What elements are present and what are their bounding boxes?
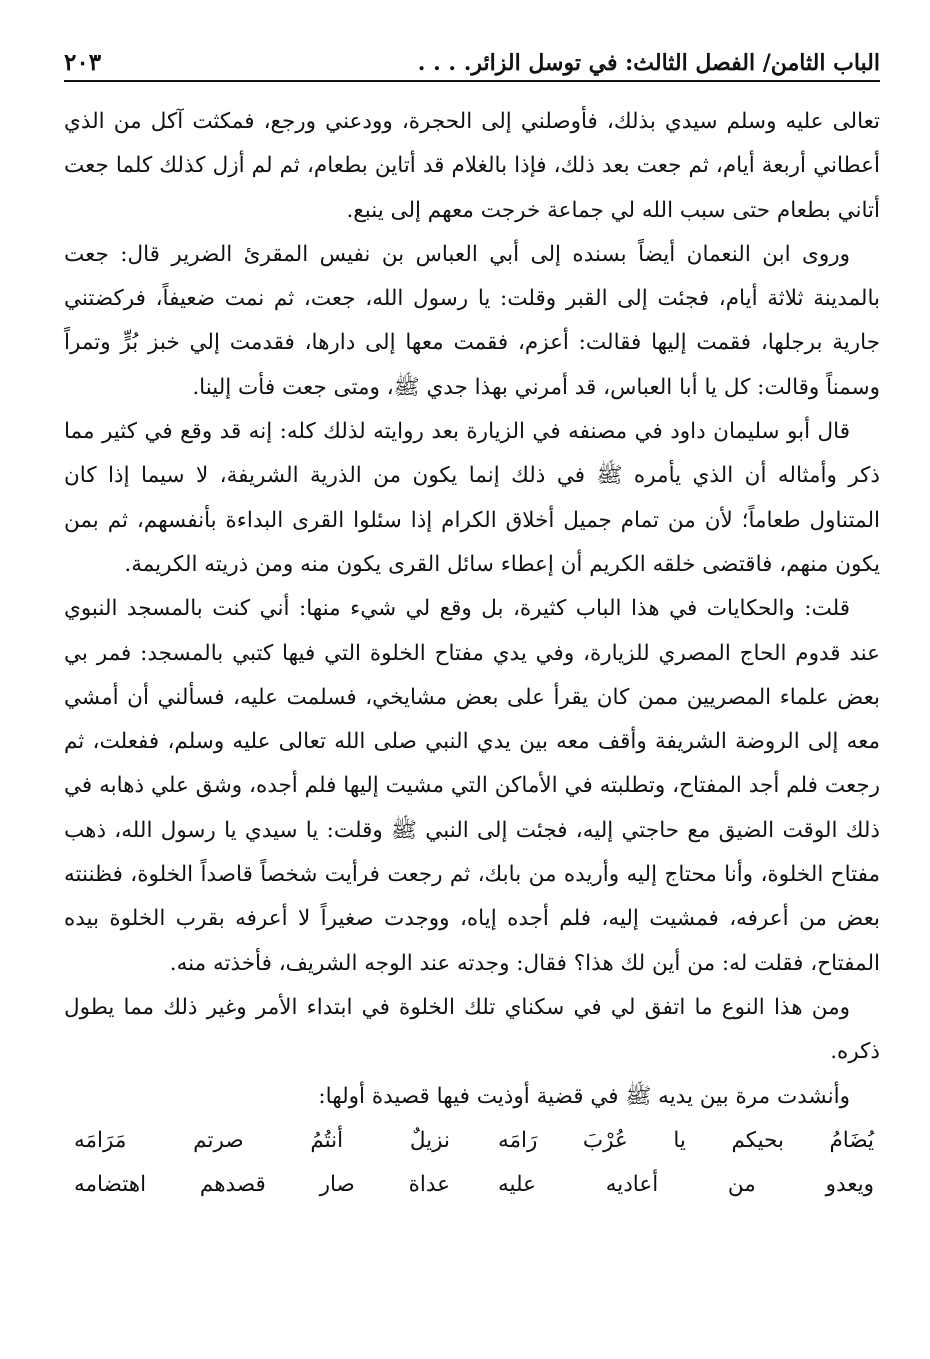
paragraph: وأنشدت مرة بين يديه ﷺ في قضية أوذيت فيها قصيدة أولها: — [318, 1083, 850, 1109]
verse-first-hemistich: يُضَامُ بحيكم يا عُرْبَ رَامَه — [498, 1127, 874, 1153]
paragraph: ومن هذا النوع ما اتفق لي في سكناي تلك الخلوة في ابتداء الأمر وغير ذلك مما يطول ذكره. — [64, 994, 880, 1065]
paragraph: قلت: والحكايات في هذا الباب كثيرة، بل وقع لي شيء منها: أني كنت بالمسجد النبوي عند قدوم الحاج المصري للزيارة، وفي يدي مفتاح الخلوة التي فيها كتبي بالمسجد: فمر بي بعض علماء المصريين ممن كان يقرأ على بعض مشايخي، فسلمت عليه، فسألني أن أمشي معه إلى الروضة الشريفة وأقف معه بين يدي النبي صلى الله تعالى عليه وسلم، ففعلت، ثم رجعت فلم أجد المفتاح، وتطلبته في الأماكن التي مشيت إليها فلم أجده، وشق علي ذهابه في ذلك الوقت الضيق مع حاجتي إليه، فجئت إلى النبي ﷺ وقلت: يا سيدي يا رسول الله، ذهب مفتاح الخلوة، وأنا محتاج إليه وأريده من بابك، ثم رجعت فرأيت شخصاً قاصداً الخلوة، فظننته بعض من أعرفه، فمشيت إليه، فلم أجده إياه، ووجدت صغيراً لا أعرفه بقرب الخلوة بيده المفتاح، فقلت له: من أين لك هذا؟ فقال: وجدته عند الوجه الشريف، فأخذته منه. — [64, 596, 880, 976]
chapter-title: الباب الثامن/ الفصل الثالث: في توسل الزائر. . . . — [417, 50, 880, 76]
paragraph: وروى ابن النعمان أيضاً بسنده إلى أبي العباس بن نفيس المقرئ الضرير قال: جعت بالمدينة ثلاثة أيام، فجئت إلى القبر وقلت: يا رسول الله، جعت، ثم نمت ضعيفاً، فركضتني جارية برجلها، فقمت إليها فقالت: أعزم، فقمت معها إلى دارها، فقدمت إلي خبز بُرٍّ وتمراً وسمناً وقالت: كل يا أبا العباس، قد أمرني بهذا جدي ﷺ، ومتى جعت فأت إلينا. — [64, 241, 880, 400]
poem-verse — [64, 1163, 880, 1207]
poem-verse — [64, 1119, 880, 1163]
paragraph: تعالى عليه وسلم سيدي بذلك، فأوصلني إلى الحجرة، وودعني ورجع، فمكثت آكل من الذي أعطاني أربعة أيام، ثم جعت بعد ذلك، فإذا بالغلام قد أتاين بطعام، ثم لم أزل كذلك كلما جعت أتاني بطعام حتى سبب الله لي جماعة خرجت معهم إلى ينبع. — [64, 109, 880, 223]
page-body — [64, 100, 880, 1207]
verse-second-hemistich: نزيلٌ أنتُمُ صرتم مَرَامَه — [74, 1127, 450, 1153]
verse-second-hemistich: عداة صار قصدهم اهتضامه — [74, 1171, 450, 1197]
verse-first-hemistich: ويعدو من أعاديه عليه — [498, 1171, 874, 1197]
running-header — [64, 30, 880, 82]
book-page — [64, 30, 880, 1330]
paragraph: قال أبو سليمان داود في مصنفه في الزيارة بعد روايته لذلك كله: إنه قد وقع في كثير مما ذكر وأمثاله أن الذي يأمره ﷺ في ذلك إنما يكون من الذرية الشريفة، لا سيما إذا كان المتناول طعاماً؛ لأن من تمام جميل أخلاق الكرام إذا سئلوا القرى البداءة بأنفسهم، ثم بمن يكون منهم، فاقتضى خلقه الكريم أن إعطاء سائل القرى يكون منه ومن ذريته الكريمة. — [64, 419, 880, 577]
page-number: ٢٠٣ — [64, 49, 102, 76]
